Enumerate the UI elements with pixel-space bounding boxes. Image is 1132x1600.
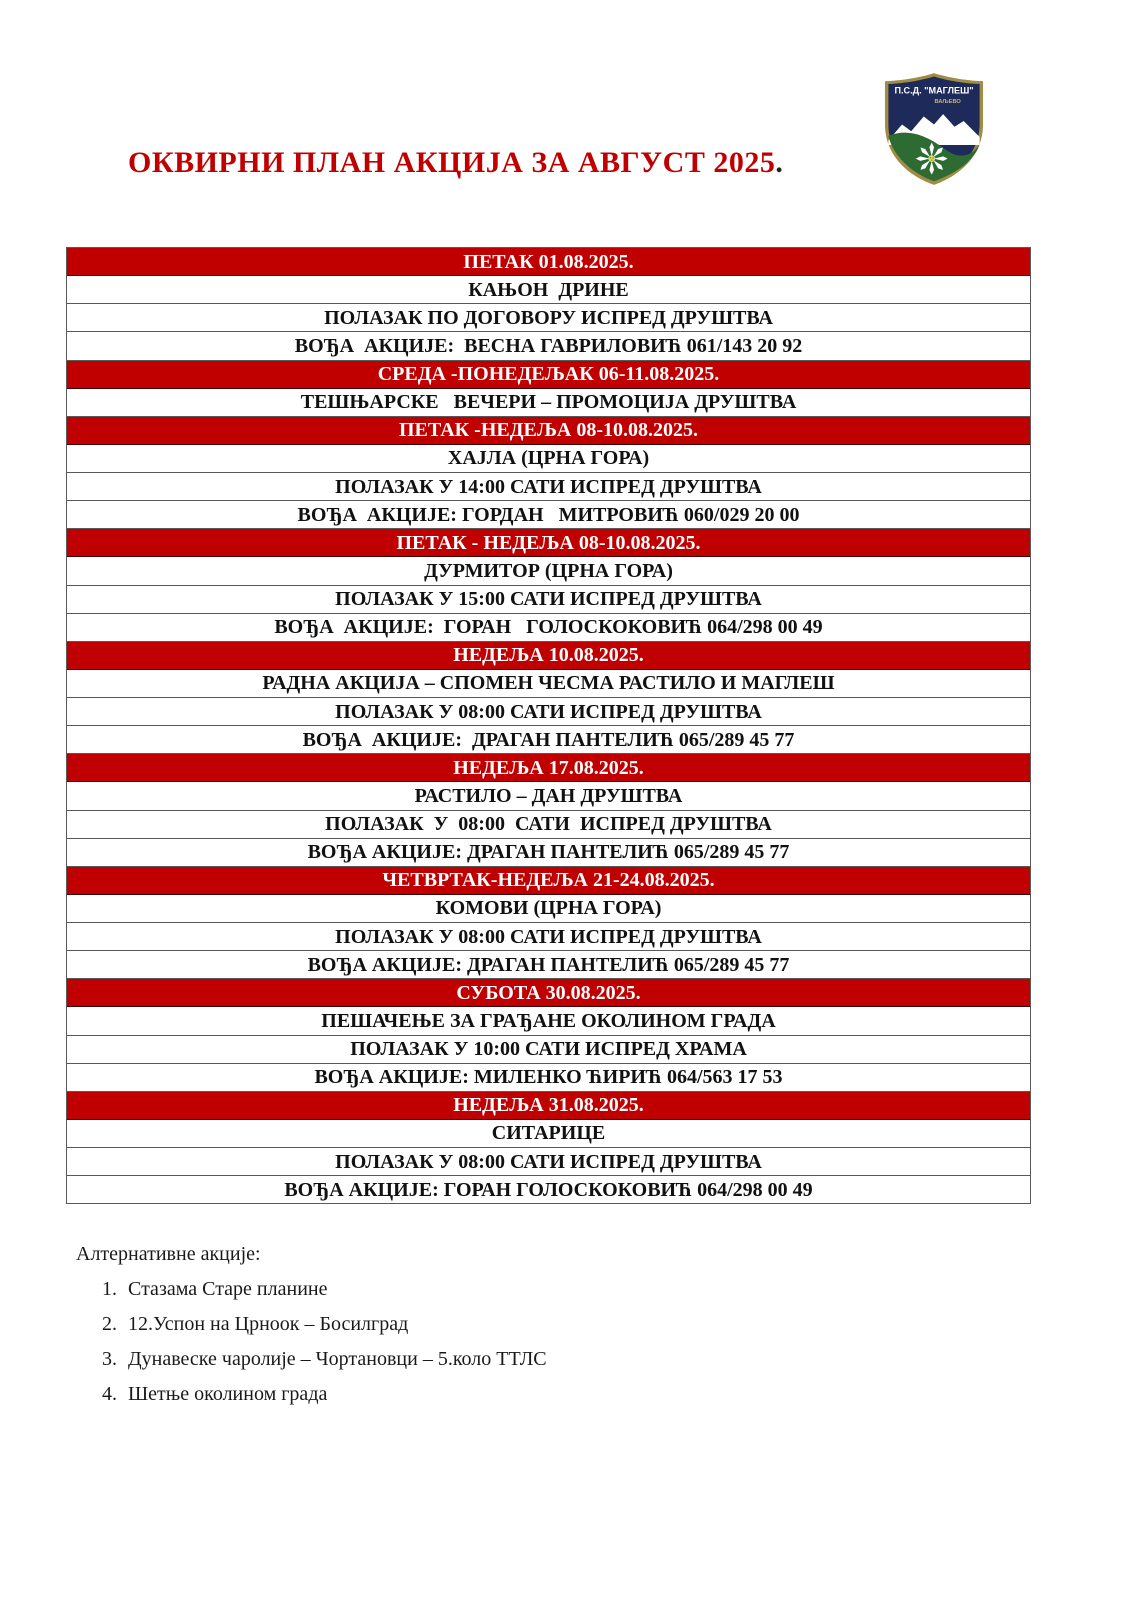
table-row-date-header: СРЕДА -ПОНЕДЕЉАК 06-11.08.2025. bbox=[67, 361, 1030, 389]
crest-org-name: П.С.Д. "МАГЛЕШ" bbox=[894, 85, 974, 96]
table-row-date-header: НЕДЕЉА 17.08.2025. bbox=[67, 754, 1030, 782]
table-row: ВОЂА АКЦИЈЕ: ГОРДАН МИТРОВИЋ 060/029 20 00 bbox=[67, 501, 1030, 529]
crest-city: ВАЉЕВО bbox=[934, 98, 961, 105]
table-row: ПОЛАЗАК У 10:00 САТИ ИСПРЕД ХРАМА bbox=[67, 1036, 1030, 1064]
plan-table bbox=[66, 247, 1031, 1204]
table-row-date-header: ПЕТАК - НЕДЕЉА 08-10.08.2025. bbox=[67, 529, 1030, 557]
table-row-date-header: СУБОТА 30.08.2025. bbox=[67, 979, 1030, 1007]
table-row: ХАЈЛА (ЦРНА ГОРА) bbox=[67, 445, 1030, 473]
alternative-actions-heading: Алтернативне акције: bbox=[76, 1243, 261, 1265]
alternative-actions-list bbox=[76, 1272, 776, 1412]
table-row: ПОЛАЗАК У 08:00 САТИ ИСПРЕД ДРУШТВА bbox=[67, 811, 1030, 839]
table-row: ВОЂА АКЦИЈЕ: МИЛЕНКО ЋИРИЋ 064/563 17 53 bbox=[67, 1064, 1030, 1092]
table-row: ПЕШАЧЕЊЕ ЗА ГРАЂАНЕ ОКОЛИНОМ ГРАДА bbox=[67, 1007, 1030, 1035]
alternative-action-item: 3. Дунавеске чаролије – Чортановци – 5.коло ТТЛС bbox=[122, 1342, 776, 1377]
table-row: ВОЂА АКЦИЈЕ: ВЕСНА ГАВРИЛОВИЋ 061/143 20 92 bbox=[67, 332, 1030, 360]
alternative-action-item: 2. 12.Успон на Црноок – Босилград bbox=[122, 1307, 776, 1342]
alternative-actions-section bbox=[76, 1243, 776, 1412]
table-row: КОМОВИ (ЦРНА ГОРА) bbox=[67, 895, 1030, 923]
table-row: КАЊОН ДРИНЕ bbox=[67, 276, 1030, 304]
table-row: ВОЂА АКЦИЈЕ: ДРАГАН ПАНТЕЛИЋ 065/289 45 77 bbox=[67, 951, 1030, 979]
table-row-date-header: ПЕТАК -НЕДЕЉА 08-10.08.2025. bbox=[67, 417, 1030, 445]
table-row: ПОЛАЗАК У 08:00 САТИ ИСПРЕД ДРУШТВА bbox=[67, 1148, 1030, 1176]
table-row: ТЕШЊАРСКЕ ВЕЧЕРИ – ПРОМОЦИЈА ДРУШТВА bbox=[67, 389, 1030, 417]
table-row: ПОЛАЗАК У 08:00 САТИ ИСПРЕД ДРУШТВА bbox=[67, 698, 1030, 726]
page-title bbox=[128, 146, 783, 180]
alternative-action-item: 4. Шетње околином града bbox=[122, 1377, 776, 1412]
table-row-date-header: ПЕТАК 01.08.2025. bbox=[67, 248, 1030, 276]
table-row: ПОЛАЗАК ПО ДОГОВОРУ ИСПРЕД ДРУШТВА bbox=[67, 304, 1030, 332]
table-row: ВОЂА АКЦИЈЕ: ДРАГАН ПАНТЕЛИЋ 065/289 45 77 bbox=[67, 726, 1030, 754]
table-row: ВОЂА АКЦИЈЕ: ДРАГАН ПАНТЕЛИЋ 065/289 45 77 bbox=[67, 839, 1030, 867]
table-row: ВОЂА АКЦИЈЕ: ГОРАН ГОЛОСКОКОВИЋ 064/298 00 49 bbox=[67, 614, 1030, 642]
table-row-date-header: НЕДЕЉА 10.08.2025. bbox=[67, 642, 1030, 670]
table-row-date-header: НЕДЕЉА 31.08.2025. bbox=[67, 1092, 1030, 1120]
table-row: ПОЛАЗАК У 15:00 САТИ ИСПРЕД ДРУШТВА bbox=[67, 586, 1030, 614]
table-row: РАДНА АКЦИЈА – СПОМЕН ЧЕСМА РАСТИЛО И МАГЛЕШ bbox=[67, 670, 1030, 698]
table-row: ВОЂА АКЦИЈЕ: ГОРАН ГОЛОСКОКОВИЋ 064/298 00 49 bbox=[284, 1178, 813, 1201]
page-title-text: ОКВИРНИ ПЛАН АКЦИЈА ЗА АВГУСТ 2025 bbox=[128, 146, 776, 179]
club-crest-logo bbox=[876, 72, 992, 186]
table-row: ПОЛАЗАК У 08:00 САТИ ИСПРЕД ДРУШТВА bbox=[67, 923, 1030, 951]
page-title-period: . bbox=[775, 146, 784, 179]
table-row: СИТАРИЦЕ bbox=[67, 1120, 1030, 1148]
table-row: ДУРМИТОР (ЦРНА ГОРА) bbox=[67, 557, 1030, 585]
table-row: РАСТИЛО – ДАН ДРУШТВА bbox=[67, 782, 1030, 810]
crest-edelweiss-icon bbox=[916, 143, 948, 175]
table-row-date-header: ЧЕТВРТАК-НЕДЕЉА 21-24.08.2025. bbox=[67, 867, 1030, 895]
alternative-action-item: 1. Стазама Старе планине bbox=[122, 1272, 776, 1307]
table-row: ПОЛАЗАК У 14:00 САТИ ИСПРЕД ДРУШТВА bbox=[67, 473, 1030, 501]
